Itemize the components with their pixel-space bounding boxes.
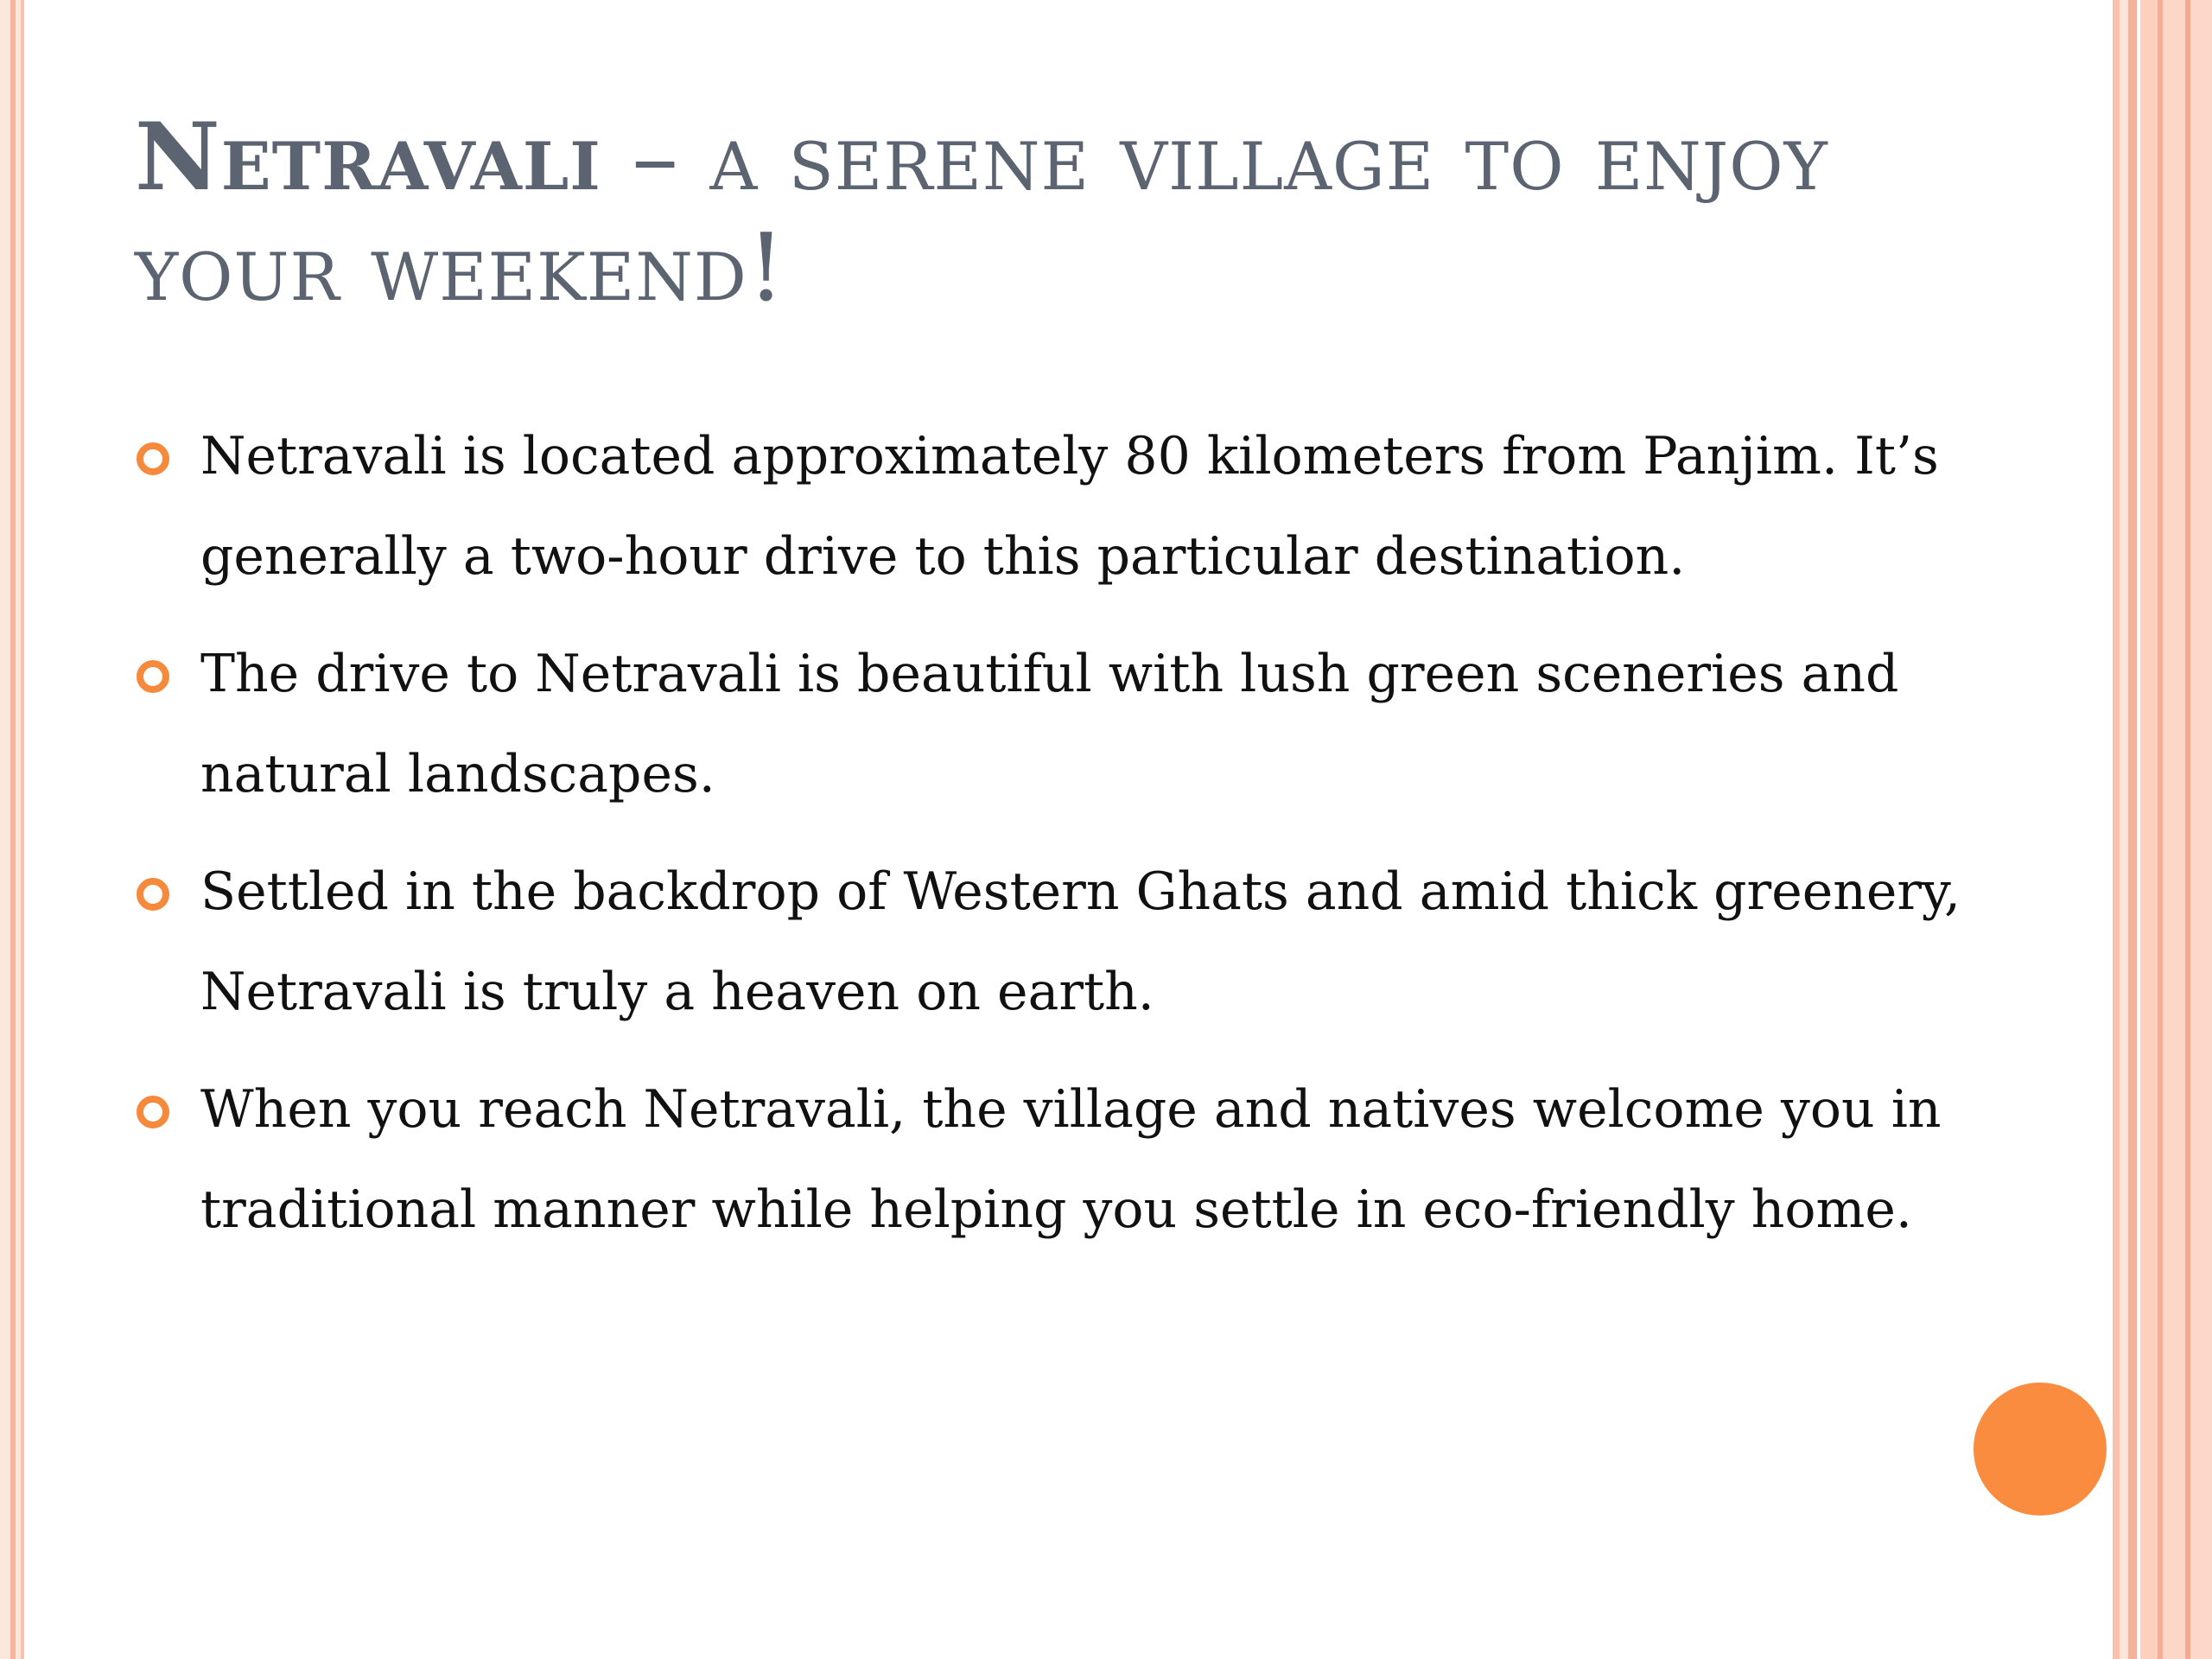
- bullet-list: [135, 406, 1993, 1277]
- title-rest: – a serene village to enjoy your weekend!: [135, 104, 1828, 322]
- title-lead: Netravali: [135, 103, 601, 212]
- bullet-item: [135, 1059, 1993, 1260]
- hollow-circle-bullet-icon: [137, 878, 169, 911]
- hollow-circle-bullet-icon: [137, 1096, 169, 1128]
- right-border-decoration: [2113, 0, 2212, 1659]
- bullet-item: [135, 842, 1993, 1042]
- hollow-circle-bullet-icon: [137, 660, 169, 693]
- bullet-text: Netravali is located approximately 80 kilometers from Panjim. It’s generally a two-hour drive to this particular destination.: [200, 426, 1939, 587]
- bullet-item: [135, 624, 1993, 824]
- bullet-item: [135, 406, 1993, 607]
- hollow-circle-bullet-icon: [137, 442, 169, 475]
- slide-title: [135, 102, 2036, 324]
- left-border-decoration: [0, 0, 28, 1659]
- bullet-text: Settled in the backdrop of Western Ghats and amid thick greenery, Netravali is truly a heaven on earth.: [200, 861, 1961, 1022]
- orange-circle-decoration: [1974, 1382, 2107, 1516]
- bullet-text: The drive to Netravali is beautiful with lush green sceneries and natural landscapes.: [200, 644, 1899, 804]
- bullet-text: When you reach Netravali, the village and natives welcome you in traditional manner while helping you settle in eco-friendly home.: [200, 1079, 1942, 1240]
